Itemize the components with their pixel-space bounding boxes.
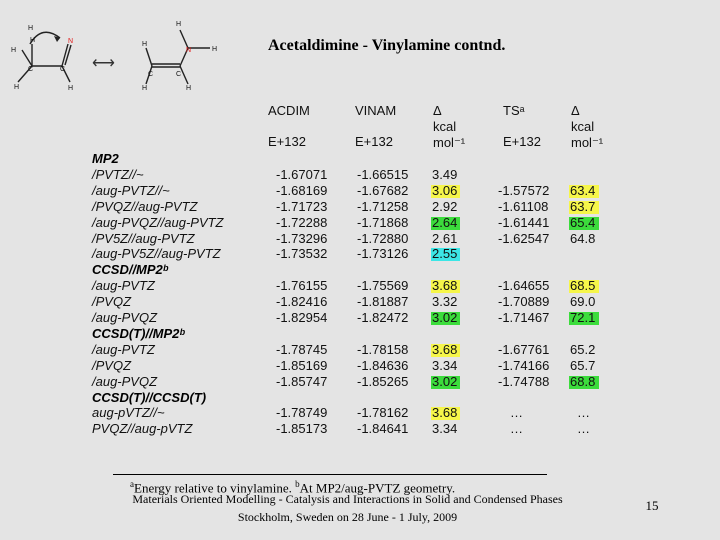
column-header: TSᵃ bbox=[503, 103, 525, 118]
table-cell: -1.61441 bbox=[498, 214, 550, 230]
row-label: /aug-PVQZ bbox=[92, 310, 158, 325]
table-cell: 3.32 bbox=[432, 294, 458, 310]
table-cell: -1.68169 bbox=[276, 182, 328, 198]
row-label: /PVTZ//~ bbox=[92, 166, 144, 182]
table-cell: -1.64655 bbox=[498, 278, 550, 294]
table-cell: -1.85747 bbox=[276, 373, 328, 389]
footnote-divider bbox=[113, 474, 547, 475]
atom-label: H bbox=[68, 85, 74, 92]
table-cell: 68.5 bbox=[570, 278, 596, 294]
column-header: Δ bbox=[433, 103, 442, 118]
table-cell: -1.70889 bbox=[498, 294, 550, 310]
row-label: /aug-PVQZ//aug-PVTZ bbox=[92, 214, 224, 230]
table-cell: -1.84636 bbox=[357, 357, 409, 373]
table-cell: … bbox=[510, 405, 523, 421]
table-cell: 65.7 bbox=[570, 357, 596, 373]
footer-conference: Materials Oriented Modelling - Catalysis and Interactions in Solid and Condensed Phases bbox=[132, 492, 563, 506]
table-cell: 2.61 bbox=[432, 230, 458, 246]
acetaldimine-structure bbox=[8, 14, 88, 94]
table-cell: -1.78745 bbox=[276, 341, 328, 357]
row-label: /PV5Z//aug-PVTZ bbox=[92, 230, 195, 246]
table-cell: -1.82954 bbox=[276, 310, 328, 325]
atom-label: C bbox=[148, 71, 154, 78]
table-cell: 3.68 bbox=[432, 405, 458, 421]
atom-label: H bbox=[14, 84, 20, 91]
table-cell: -1.73126 bbox=[357, 246, 409, 262]
table-cell: -1.73532 bbox=[276, 246, 328, 262]
row-label: /aug-PV5Z//aug-PVTZ bbox=[92, 246, 221, 262]
atom-label: H bbox=[11, 47, 17, 54]
atom-label: H bbox=[212, 46, 218, 53]
table-cell: 3.49 bbox=[432, 166, 458, 182]
footnote-b-text: At MP2/aug-PVTZ geometry. bbox=[299, 480, 456, 496]
row-label: /PVQZ bbox=[92, 294, 132, 310]
row-label: /aug-PVQZ bbox=[92, 373, 158, 389]
column-header: E+132 bbox=[503, 134, 541, 149]
table-cell: -1.71723 bbox=[276, 198, 328, 214]
row-label: /aug-PVTZ//~ bbox=[92, 182, 170, 198]
table-cell: -1.57572 bbox=[498, 182, 550, 198]
atom-label: C bbox=[28, 66, 34, 73]
table-cell: -1.73296 bbox=[276, 230, 328, 246]
table-cell: 2.64 bbox=[432, 214, 458, 230]
table-cell: -1.72288 bbox=[276, 214, 328, 230]
table-cell: -1.71868 bbox=[357, 214, 409, 230]
table-cell: -1.81887 bbox=[357, 294, 409, 310]
table-cell: … bbox=[510, 421, 523, 437]
column-header: E+132 bbox=[355, 134, 393, 149]
table-cell: 3.06 bbox=[432, 182, 458, 198]
table-cell: -1.78162 bbox=[357, 405, 409, 421]
column-header: mol⁻¹ bbox=[571, 135, 604, 150]
table-cell: 3.68 bbox=[432, 278, 458, 294]
row-label: /PVQZ//aug-PVTZ bbox=[92, 198, 198, 214]
row-label: PVQZ//aug-pVTZ bbox=[92, 421, 193, 437]
footer-location: Stockholm, Sweden on 28 June - 1 July, 2009 bbox=[237, 510, 458, 524]
table-cell: -1.74166 bbox=[498, 357, 550, 373]
row-label: /aug-PVTZ bbox=[92, 341, 155, 357]
section-label: CCSD(T)//CCSD(T) bbox=[92, 389, 207, 405]
table-cell: 63.4 bbox=[570, 182, 596, 198]
column-header: VINAM bbox=[355, 103, 397, 118]
atom-label: H bbox=[142, 85, 148, 92]
atom-label: N bbox=[68, 38, 74, 45]
table-cell: 65.4 bbox=[570, 214, 596, 230]
page-number: 15 bbox=[645, 498, 659, 513]
atom-label: H bbox=[176, 21, 182, 28]
table-cell: -1.85173 bbox=[276, 421, 328, 437]
row-label: /aug-PVTZ bbox=[92, 278, 155, 294]
footnote-a-mark: a bbox=[130, 479, 134, 489]
atom-label: H bbox=[30, 37, 36, 44]
table-cell: -1.71467 bbox=[498, 310, 550, 325]
table-cell: -1.84641 bbox=[357, 421, 409, 437]
table-cell: -1.82472 bbox=[357, 310, 409, 325]
table-cell: 2.92 bbox=[432, 198, 458, 214]
section-label: MP2 bbox=[92, 151, 119, 166]
atom-label: H bbox=[28, 25, 34, 32]
table-cell: 3.02 bbox=[432, 373, 458, 389]
table-cell: 3.68 bbox=[432, 341, 458, 357]
table-cell: -1.75569 bbox=[357, 278, 409, 294]
vinylamine-structure bbox=[128, 14, 238, 94]
table-cell: 69.0 bbox=[570, 294, 596, 310]
table-cell: -1.85169 bbox=[276, 357, 328, 373]
table-cell: -1.67682 bbox=[357, 182, 409, 198]
equilibrium-arrow: ⟷ bbox=[92, 55, 115, 72]
footnote-b-mark: b bbox=[295, 479, 300, 489]
column-header: kcal bbox=[571, 119, 595, 134]
column-header: mol⁻¹ bbox=[433, 135, 466, 150]
slide-title: Acetaldimine - Vinylamine contnd. bbox=[268, 37, 506, 54]
table-cell: … bbox=[577, 405, 590, 421]
atom-label: C bbox=[60, 66, 66, 73]
column-header: E+132 bbox=[268, 134, 306, 149]
table-cell: 3.34 bbox=[432, 421, 458, 437]
atom-label: N bbox=[186, 47, 192, 54]
table-cell: 68.8 bbox=[570, 373, 596, 389]
table-cell: 63.7 bbox=[570, 198, 596, 214]
table-cell: 2.55 bbox=[432, 246, 458, 262]
table-cell: 65.2 bbox=[570, 341, 596, 357]
table-cell: -1.78158 bbox=[357, 341, 409, 357]
table-cell: -1.72880 bbox=[357, 230, 409, 246]
row-label: /PVQZ bbox=[92, 357, 132, 373]
table-cell: -1.78749 bbox=[276, 405, 328, 421]
column-header: kcal bbox=[433, 119, 457, 134]
table-cell: -1.66515 bbox=[357, 166, 409, 182]
table-cell: -1.85265 bbox=[357, 373, 409, 389]
atom-label: H bbox=[142, 41, 148, 48]
table-cell: -1.67071 bbox=[276, 166, 328, 182]
table-cell: -1.71258 bbox=[357, 198, 409, 214]
table-cell: 64.8 bbox=[570, 230, 596, 246]
table-cell: -1.76155 bbox=[276, 278, 328, 294]
footnote-a-text: Energy relative to vinylamine. bbox=[134, 480, 296, 496]
atom-label: H bbox=[186, 85, 192, 92]
table-cell: -1.62547 bbox=[498, 230, 550, 246]
table-cell: … bbox=[577, 421, 590, 437]
atom-label: C bbox=[176, 71, 182, 78]
row-label: aug-pVTZ//~ bbox=[92, 405, 165, 421]
table-cell: 3.02 bbox=[432, 310, 458, 325]
table-cell: -1.82416 bbox=[276, 294, 328, 310]
section-label: CCSD(T)//MP2ᵇ bbox=[92, 325, 185, 341]
table-cell: -1.74788 bbox=[498, 373, 550, 389]
column-header: Δ bbox=[571, 103, 580, 118]
table-cell: -1.61108 bbox=[498, 198, 549, 214]
column-header: ACDIM bbox=[268, 103, 310, 118]
section-label: CCSD//MP2ᵇ bbox=[92, 262, 169, 278]
table-cell: 3.34 bbox=[432, 357, 458, 373]
table-cell: 72.1 bbox=[570, 310, 596, 325]
table-cell: -1.67761 bbox=[498, 341, 550, 357]
